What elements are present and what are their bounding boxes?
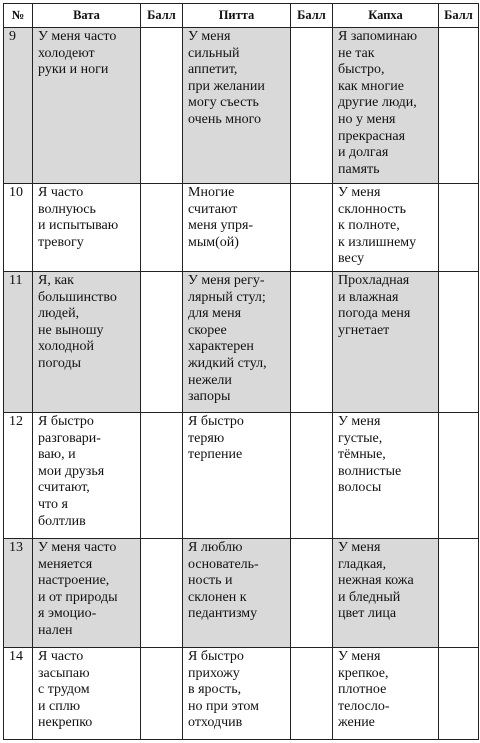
table-row [4, 184, 479, 272]
row-number: 12 [4, 413, 33, 539]
pitta-statement [183, 413, 291, 539]
vata-score-cell[interactable] [141, 272, 183, 413]
kapha-statement-text: Прохладная и влажная погода меня угнетает [338, 273, 411, 338]
header-score-vata: Балл [141, 4, 183, 28]
pitta-statement [183, 648, 291, 740]
table-row [4, 648, 479, 740]
kapha-score-cell[interactable] [439, 648, 479, 740]
vata-statement [33, 28, 141, 184]
kapha-statement-text: У меня склонность к полноте, к излишнему весу [338, 185, 417, 267]
pitta-score-cell[interactable] [291, 184, 333, 272]
kapha-score-cell[interactable] [439, 28, 479, 184]
kapha-statement [333, 184, 439, 272]
row-number: 9 [4, 28, 33, 184]
kapha-score-cell[interactable] [439, 184, 479, 272]
vata-score-cell[interactable] [141, 539, 183, 648]
pitta-score-cell[interactable] [291, 28, 333, 184]
vata-statement [33, 648, 141, 740]
vata-statement [33, 413, 141, 539]
pitta-statement-text: У меня сильный аппетит, при желании могу съесть очень много [188, 29, 265, 127]
vata-score-cell[interactable] [141, 413, 183, 539]
kapha-statement-text: У меня густые, тёмные, волнистые волосы [338, 414, 402, 496]
vata-statement [33, 272, 141, 413]
pitta-statement [183, 184, 291, 272]
header-score-kapha: Балл [439, 4, 479, 28]
pitta-score-cell[interactable] [291, 648, 333, 740]
pitta-statement-text: Я быстро прихожу в ярость, но при этом отходчив [188, 649, 260, 731]
header-pitta: Питта [183, 4, 291, 28]
header-kapha: Капха [333, 4, 439, 28]
dosha-questionnaire-table [3, 3, 479, 740]
pitta-statement-text: Я быстро теряю терпение [188, 414, 244, 463]
vata-statement-text: У меня часто меняется настроение, и от природы я эмоцио- нален [38, 540, 118, 638]
pitta-score-cell[interactable] [291, 272, 333, 413]
table-row [4, 413, 479, 539]
pitta-statement [183, 272, 291, 413]
vata-statement [33, 539, 141, 648]
kapha-score-cell[interactable] [439, 272, 479, 413]
vata-score-cell[interactable] [141, 184, 183, 272]
header-num: № [4, 4, 33, 28]
table-row [4, 28, 479, 184]
pitta-score-cell[interactable] [291, 539, 333, 648]
header-vata: Вата [33, 4, 141, 28]
kapha-statement [333, 28, 439, 184]
kapha-statement-text: Я запоминаю не так быстро, как многие другие люди, но у меня прекрасная и долгая память [338, 29, 418, 177]
table-header-row [4, 4, 479, 28]
row-number: 11 [4, 272, 33, 413]
vata-score-cell[interactable] [141, 28, 183, 184]
kapha-statement-text: У меня гладкая, нежная кожа и бледный цвет лица [338, 540, 414, 622]
pitta-statement-text: Многие считают меня упря- мым(ой) [188, 185, 254, 250]
header-score-pitta: Балл [291, 4, 333, 28]
pitta-statement-text: Я люблю основатель- ность и склонен к педантизму [188, 540, 259, 622]
vata-statement-text: Я быстро разговари- ваю, и мои друзья считают, что я болтлив [38, 414, 105, 529]
kapha-statement-text: У меня крепкое, плотное телосло- жение [338, 649, 390, 731]
table-row [4, 272, 479, 413]
vata-statement-text: Я часто волнуюсь и испытываю тревогу [38, 185, 119, 250]
pitta-score-cell[interactable] [291, 413, 333, 539]
kapha-statement [333, 413, 439, 539]
kapha-statement [333, 272, 439, 413]
kapha-score-cell[interactable] [439, 413, 479, 539]
vata-statement-text: Я часто засыпаю с трудом и сплю некрепко [38, 649, 93, 731]
row-number: 14 [4, 648, 33, 740]
vata-score-cell[interactable] [141, 648, 183, 740]
row-number: 13 [4, 539, 33, 648]
kapha-score-cell[interactable] [439, 539, 479, 648]
table-row [4, 539, 479, 648]
vata-statement-text: Я, как большинство людей, не выношу холодной погоды [38, 273, 117, 371]
kapha-statement [333, 539, 439, 648]
vata-statement [33, 184, 141, 272]
row-number: 10 [4, 184, 33, 272]
kapha-statement [333, 648, 439, 740]
pitta-statement [183, 28, 291, 184]
pitta-statement [183, 539, 291, 648]
pitta-statement-text: У меня регу- лярный стул; для меня скорее характерен жидкий стул, нежели запоры [188, 273, 267, 405]
vata-statement-text: У меня часто холодеют руки и ноги [38, 29, 117, 78]
